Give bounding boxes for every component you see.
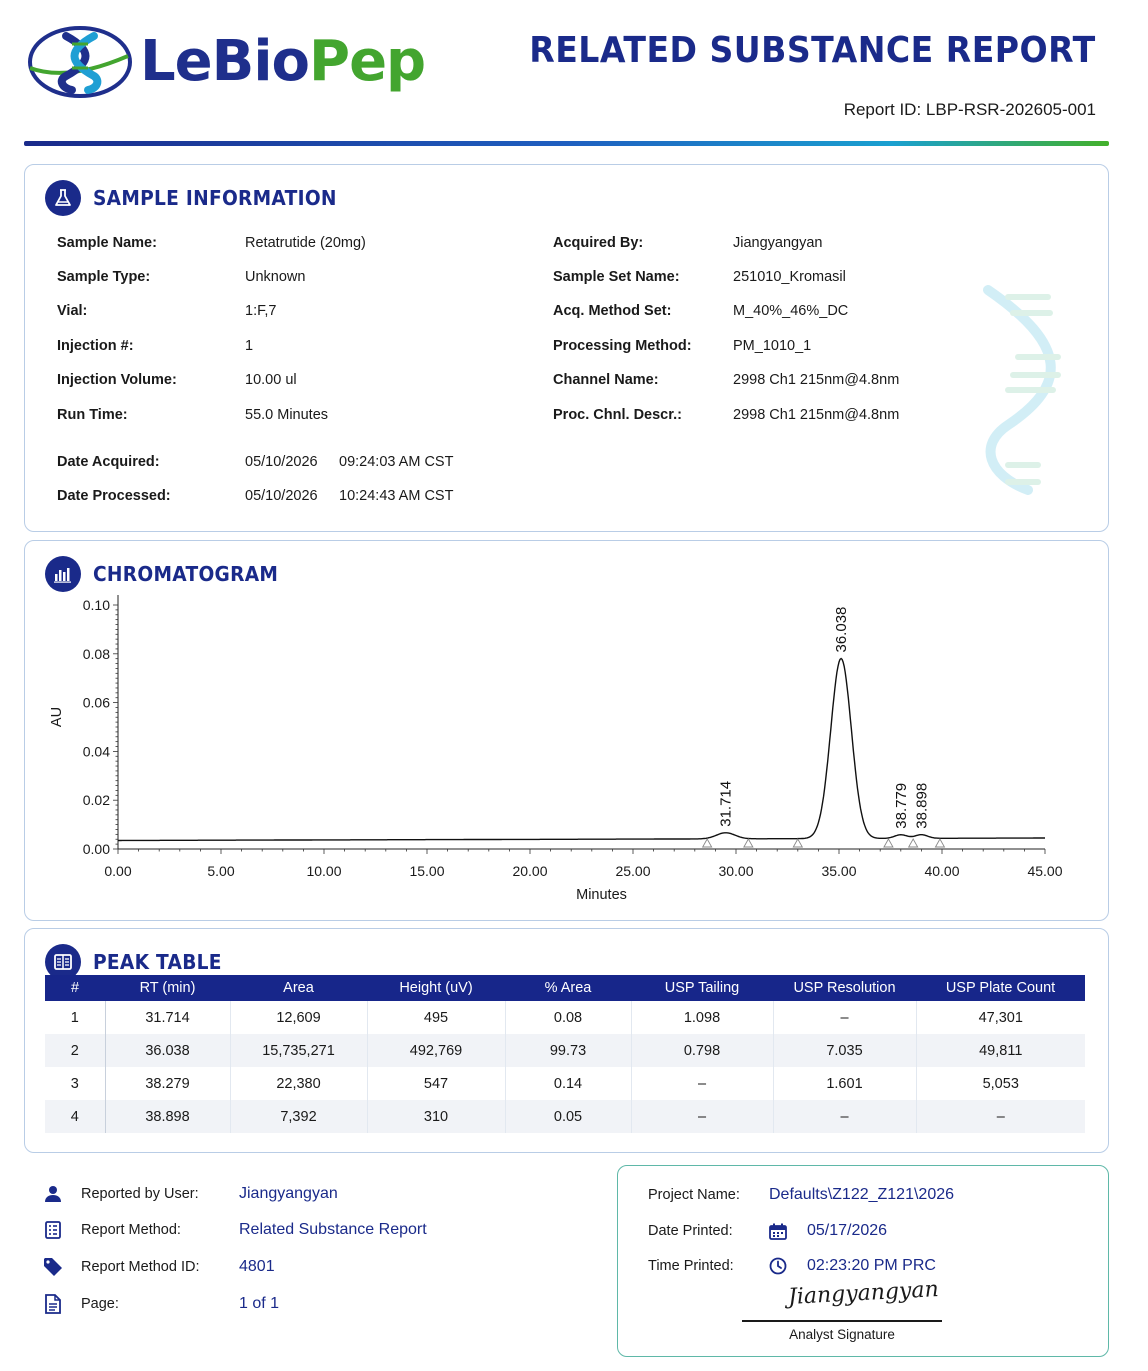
info-row (57, 269, 305, 285)
info-value: PM_1010_1 (733, 338, 812, 354)
x-tick-label: 40.00 (924, 863, 960, 879)
table-cell: 3 (45, 1067, 105, 1100)
table-cell: 5,053 (982, 1075, 1019, 1092)
table-cell: 7.035 (773, 1034, 916, 1067)
table-cell: 15,735,271 (230, 1034, 367, 1067)
table-cell: – (773, 1001, 916, 1034)
info-label: Sample Name: (57, 235, 157, 251)
info-value: Retatrutide (20mg) (245, 235, 366, 251)
date-label: Date Processed: (57, 488, 171, 504)
metadata-value: 1 of 1 (239, 1295, 280, 1312)
metadata-row (40, 1255, 275, 1279)
table-row[interactable] (45, 1100, 1085, 1133)
table-cell: 99.73 (505, 1034, 631, 1067)
table-cell: 1.601 (773, 1067, 916, 1100)
table-cell: 492,769 (367, 1034, 505, 1067)
metadata-label: Page: (81, 1296, 119, 1312)
page-icon (40, 1292, 66, 1316)
info-label: Proc. Chnl. Descr.: (553, 407, 682, 423)
y-tick-label: 0.02 (82, 792, 110, 809)
table-cell: 2 (45, 1034, 105, 1067)
table-cell: – (631, 1067, 773, 1100)
info-value: 10.00 ul (245, 372, 297, 388)
y-axis-label: AU (49, 706, 65, 728)
table-cell: 22,380 (230, 1067, 367, 1100)
x-tick-label: 35.00 (821, 863, 857, 879)
date-row (57, 454, 453, 470)
report-title: RELATED SUBSTANCE REPORT (529, 30, 1096, 71)
integration-marker (793, 839, 802, 847)
print-info-value-wrap (769, 1222, 887, 1240)
table-cell: 495 (367, 1001, 505, 1034)
logo-wordmark: LeBioPep (140, 29, 426, 94)
info-label: Vial: (57, 303, 88, 319)
table-cell: 0.08 (505, 1001, 631, 1034)
column-header[interactable]: Area (230, 975, 367, 1001)
x-tick-label: 30.00 (718, 863, 754, 879)
info-row (553, 372, 899, 388)
info-label: Processing Method: (553, 338, 692, 354)
info-row (57, 235, 366, 251)
info-row (553, 235, 823, 251)
table-cell: 1 (45, 1001, 105, 1034)
metadata-row (40, 1292, 279, 1316)
x-tick-label: 20.00 (512, 863, 548, 879)
date-value: 05/10/2026 (245, 454, 318, 470)
tag-icon (40, 1255, 66, 1279)
peak-label: 36.038 (833, 606, 851, 653)
y-tick-label: 0.10 (82, 597, 110, 613)
chromatogram-chart (25, 541, 1110, 922)
header-divider (24, 141, 1109, 146)
table-cell: 12,609 (230, 1001, 367, 1034)
report-header (0, 0, 1148, 150)
table-cell: – (773, 1100, 916, 1133)
time-value: 10:24:43 AM CST (339, 488, 454, 504)
peak-table-heading: PEAK TABLE (45, 943, 231, 981)
peak-label: 38.898 (913, 782, 931, 829)
peak-label: 38.779 (892, 782, 910, 829)
metadata-value: Related Substance Report (239, 1221, 427, 1238)
info-row (553, 303, 848, 319)
print-info-value: Defaults\Z122_Z121\2026 (769, 1186, 955, 1203)
print-info-row (648, 1254, 936, 1278)
table-cell: – (916, 1100, 1085, 1133)
x-tick-label: 10.00 (306, 863, 342, 879)
info-value: Unknown (245, 269, 306, 285)
table-row[interactable] (45, 1001, 1085, 1034)
signature-line (742, 1320, 942, 1322)
info-value: 1 (245, 338, 254, 354)
print-info-value-wrap (769, 1257, 936, 1275)
peak-label: 31.714 (717, 780, 735, 827)
x-tick-label: 25.00 (615, 863, 651, 879)
info-label: Injection Volume: (57, 372, 177, 388)
chromatogram-panel (24, 540, 1109, 921)
info-value: M_40%_46%_DC (733, 303, 849, 319)
print-info-value: 02:23:20 PM PRC (807, 1257, 936, 1274)
sample-information-panel (24, 164, 1109, 532)
y-tick-label: 0.00 (82, 841, 110, 857)
report-id: Report ID: LBP-RSR-202605-001 (843, 100, 1096, 119)
info-row (553, 407, 899, 423)
clock-icon (769, 1257, 797, 1275)
table-cell: 49,811 (916, 1034, 1085, 1067)
table-row[interactable] (45, 1067, 1085, 1100)
metadata-value: 4801 (239, 1258, 275, 1275)
info-label: Acq. Method Set: (553, 303, 672, 319)
date-label: Date Acquired: (57, 454, 160, 470)
integration-marker (935, 839, 944, 847)
info-row (57, 303, 276, 319)
info-row (553, 338, 811, 354)
metadata-label: Report Method ID: (81, 1259, 200, 1275)
calendar-icon (769, 1223, 797, 1240)
peak-table (45, 975, 1085, 1133)
info-row (57, 407, 328, 423)
table-cell: 47,301 (978, 1009, 1023, 1026)
print-info-row (648, 1183, 954, 1207)
column-header[interactable]: USP Resolution (773, 975, 916, 1001)
table-cell: – (631, 1100, 773, 1133)
table-cell: 0.798 (631, 1034, 773, 1067)
report-metadata (40, 1180, 600, 1330)
print-info-value: 05/17/2026 (807, 1222, 888, 1239)
dna-logo-icon (28, 22, 134, 102)
print-info-label: Date Printed: (648, 1223, 733, 1239)
metadata-row (40, 1182, 338, 1206)
print-info-value-wrap (769, 1186, 954, 1204)
info-label: Run Time: (57, 407, 128, 423)
analyst-signature: Jiangyangyan (787, 1277, 940, 1310)
print-info-label: Project Name: (648, 1187, 740, 1203)
x-axis-label: Minutes (576, 887, 627, 903)
print-info-row (648, 1219, 887, 1243)
table-cell: 7,392 (230, 1100, 367, 1133)
time-value: 09:24:03 AM CST (339, 454, 454, 470)
y-tick-label: 0.06 (82, 694, 110, 711)
sample-information-heading: SAMPLE INFORMATION (45, 179, 355, 217)
info-value: 1:F,7 (245, 303, 277, 319)
info-label: Sample Type: (57, 269, 151, 285)
x-tick-label: 0.00 (104, 863, 132, 879)
flask-icon (45, 180, 81, 216)
x-tick-label: 5.00 (207, 863, 235, 879)
table-cell: 31.714 (105, 1001, 230, 1034)
integration-marker (909, 839, 918, 847)
info-value: 2998 Ch1 215nm@4.8nm (733, 372, 900, 388)
metadata-label: Report Method: (81, 1222, 181, 1238)
info-value: 2998 Ch1 215nm@4.8nm (733, 407, 900, 423)
table-cell: 36.038 (105, 1034, 230, 1067)
column-header[interactable]: Height (uV) (367, 975, 505, 1001)
date-value: 05/10/2026 (245, 488, 318, 504)
lebiopep-logo (28, 22, 426, 102)
table-cell: 310 (367, 1100, 505, 1133)
info-row (553, 269, 846, 285)
table-row[interactable] (45, 1034, 1085, 1067)
dna-watermark-icon (968, 285, 1078, 495)
info-label: Acquired By: (553, 235, 644, 251)
info-row (57, 372, 297, 388)
info-value: 251010_Kromasil (733, 269, 846, 285)
column-header[interactable]: RT (min) (105, 975, 230, 1001)
column-header[interactable]: % Area (505, 975, 631, 1001)
info-value: 55.0 Minutes (245, 407, 329, 423)
table-cell: 38.279 (105, 1067, 230, 1100)
table-cell: 1.098 (631, 1001, 773, 1034)
date-row (57, 488, 453, 504)
column-header[interactable]: USP Plate Count (916, 975, 1085, 1001)
y-tick-label: 0.04 (82, 743, 110, 760)
metadata-row (40, 1218, 427, 1242)
info-label: Sample Set Name: (553, 269, 680, 285)
user-icon (40, 1182, 66, 1206)
x-tick-label: 45.00 (1027, 863, 1063, 879)
table-cell: 547 (367, 1067, 505, 1100)
metadata-label: Reported by User: (81, 1186, 199, 1202)
integration-marker (884, 839, 893, 847)
info-label: Channel Name: (553, 372, 659, 388)
print-info-label: Time Printed: (648, 1258, 734, 1274)
peak-table-panel (24, 928, 1109, 1153)
report-method-icon (40, 1218, 66, 1242)
y-tick-label: 0.08 (82, 645, 110, 662)
integration-marker (703, 839, 712, 847)
x-tick-label: 15.00 (409, 863, 445, 879)
table-cell: 0.14 (505, 1067, 631, 1100)
column-header[interactable]: USP Tailing (631, 975, 773, 1001)
integration-marker (744, 839, 753, 847)
info-label: Injection #: (57, 338, 134, 354)
table-cell: 38.898 (105, 1100, 230, 1133)
metadata-value: Jiangyangyan (239, 1185, 338, 1202)
table-cell: 0.05 (505, 1100, 631, 1133)
signature-caption: Analyst Signature (789, 1327, 895, 1342)
column-header[interactable]: # (45, 975, 105, 1001)
print-info-box (617, 1165, 1109, 1357)
info-value: Jiangyangyan (733, 235, 823, 251)
table-cell: 4 (45, 1100, 105, 1133)
info-row (57, 338, 253, 354)
chromatogram-heading: CHROMATOGRAM (45, 555, 292, 593)
